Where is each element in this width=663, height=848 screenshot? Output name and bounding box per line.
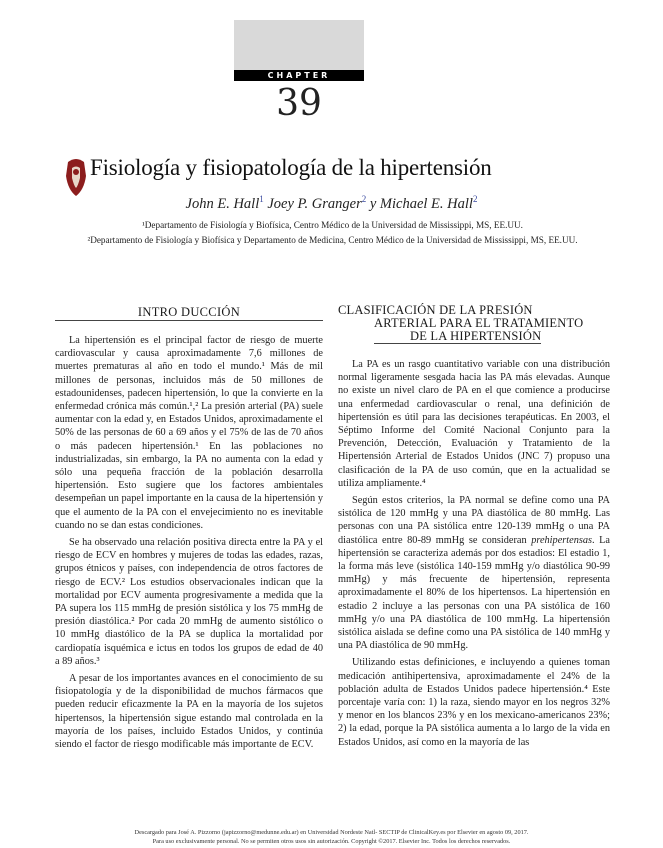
affiliation-1: ¹Departamento de Fisiología y Biofísica, Centro Médico de la Universidad de Mississippi, MS, EE.UU.: [142, 220, 523, 230]
author-separator: y: [369, 195, 377, 212]
chapter-header-bar: [234, 20, 364, 70]
paragraph: Se ha observado una relación positiva directa entre la PA y el riesgo de ECV en hombres y mujeres de todas las edades, razas, grupos étnicos y países, con independencia de otros factores de riesgo de ECV.² Los estudios observacionales indican que la mortalidad por ECV aumenta progresivamente a medida que la PA supera los 115 mmHg de presión sistólica y los 75 mmHg de presión diastólica.² Por cada 20 mmHg de aumento sistólico o 10 mmHg diastólico de la PA se duplica la mortalidad por cardiopatía isquémica e ictus en todos los grupos de edad de 40 a 89 años.³: [55, 537, 323, 667]
affiliation-2: ²Departamento de Fisiología y Biofísica y Departamento de Medicina, Centro Médico de la Universidad de Mississippi, MS, EE.UU.: [87, 235, 578, 245]
chapter-label: CHAPTER: [234, 70, 364, 81]
left-column-text: [55, 334, 323, 755]
heading-line: CLASIFICACIÓN DE LA PRESIÓN: [338, 303, 533, 317]
footer-download-notice: Descargado para José A. Pizzorno (japizzorno@medunne.edu.ar) en Universidad Nordeste Natl- SECTIP de ClinicalKey.es por Elsevier en agosto 09, 2017.: [134, 829, 529, 836]
section-heading-introduction: INTRO DUCCIÓN: [55, 304, 323, 321]
paragraph: A pesar de los importantes avances en el conocimiento de su fisiopatología y de la disponibilidad de muchos fármacos que pueden reducir eficazmente la PA en la mayoría de los sujetos hipertensos, la hipertensión sigue estando mal controlada en la mayoría de los países, incluido Estados Unidos, y continúa siendo el factor de riesgo modificable más importante de ECV.: [55, 673, 323, 751]
article-title: Fisiología y fisiopatología de la hipertensión: [90, 155, 492, 180]
paragraph: La PA es un rasgo cuantitativo variable con una distribución normal ligeramente sesgada hacia las PA más elevadas. Aunque no existe un nivel claro de PA en el que comience a producirse una enfermedad cardiovascular o renal, una definición de hipertensión es útil para las decisiones terapéuticas. En 2003, el Séptimo Informe del Comité Nacional Conjunto para la Prevención, Detección, Evaluación y Tratamiento de la Hipertensión Arterial de Estados Unidos (JNC 7) propuso una clasificación de la PA de uso común, que en la actualidad se utiliza ampliamente.⁴: [338, 359, 610, 489]
paragraph: Utilizando estas definiciones, e incluyendo a quienes toman medicación antihipertensiva, aproximadamente el 24% de la población adulta de Estados Unidos padece hipertensión.⁴ Este porcentaje varía con: 1) la raza, siendo mayor en los negros 32% y menor en los blancos 23% y en los mexicano-americanos 23%; 2) la edad, porque la PA sistólica aumenta a lo largo de la vida en Estados Unidos, así como en la mayoría de las: [338, 657, 610, 748]
author-2-affiliation[interactable]: 2: [361, 194, 367, 204]
emphasis-term: prehipertensas: [531, 534, 593, 546]
author-3[interactable]: Michael E. Hall: [379, 195, 473, 212]
heading-line: ARTERIAL PARA EL TRATAMIENTO: [374, 316, 584, 330]
author-1[interactable]: John E. Hall: [185, 195, 260, 212]
publisher-logo-icon: [62, 156, 90, 198]
paragraph: Según estos criterios, la PA normal se define como una PA sistólica de 120 mmHg y una PA diastólica de 80 mmHg. Las personas con una PA sistólica entre 120-139 mmHg o una PA diastólica entre 80-89 mmHg se consideran prehipertensas. La hipertensión se caracteriza además por dos estadios: El estadio 1, la forma más leve (sistólica 140-159 mmHg y/o diastólica 90-99 mmHg) y más frecuente de hipertensión, representa aproximadamente el 80% de los hipertensos. La hipertensión en estadio 2 incluye a las personas con una PA sistólica de 160 mmHg y/o una PA diastólica de 100 mmHg. La hipertensión sistólica aislada se define como una PA sistólica de 140 mmHg y una PA diastólica de 90 mmHg.: [338, 495, 611, 652]
chapter-number: 39: [276, 83, 322, 124]
author-1-affiliation[interactable]: 1: [259, 194, 264, 204]
right-column-text: [338, 358, 610, 753]
author-3-affiliation[interactable]: 2: [472, 194, 478, 204]
section-heading-classification: [338, 304, 610, 344]
footer-copyright: Para uso exclusivamente personal. No se permiten otros usos sin autorización. Copyright ©2017. Elsevier Inc. Todos los derechos reservados.: [152, 838, 511, 845]
heading-line: DE LA HIPERTENSIÓN: [374, 330, 541, 344]
author-line: [0, 194, 663, 213]
author-2[interactable]: Joey P. Granger: [267, 195, 362, 212]
paragraph: La hipertensión es el principal factor de riesgo de muerte cardiovascular y causa aproximadamente 7,6 millones de muertes prematuras al año en todo el mundo.¹ Más de mil millones de personas, incluidos más de 50 millones de estadounidenses, padecen hipertensión, lo que la convierte en la enfermedad crónica más común.¹,² La presión arterial (PA) suele aumentar con la edad y, en Estados Unidos, aproximadamente el 50% de las personas de 60 a 69 años y el 75% de las de 70 años o más padecen hipertensión.¹ En las poblaciones no industrializadas, sin embargo, la PA no aumenta con la edad y sólo una pequeña fracción de la población desarrolla hipertensión. Esto sugiere que los factores ambientales desempeñan un papel importante en la causa de la hipertensión y que el aumento de la PA con el envejecimiento no es inevitable cuando no se dan estas condiciones.: [55, 335, 323, 531]
